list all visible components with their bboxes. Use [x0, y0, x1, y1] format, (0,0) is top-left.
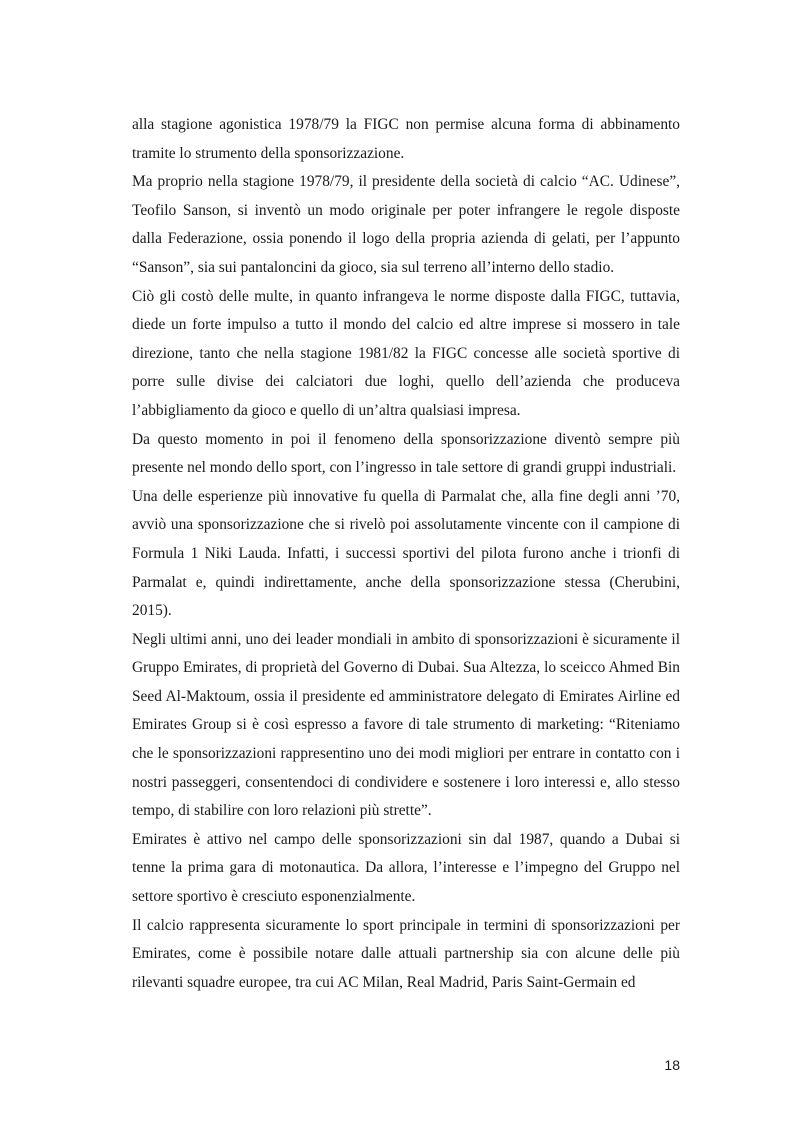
paragraph-emirates-history: Emirates è attivo nel campo delle sponsorizzazioni sin dal 1987, quando a Dubai si tenne la prima gara di motonautica. Da allora, l’interesse e l’impegno del Gruppo nel settore sportivo è cresciuto esponenzialmente.	[132, 830, 680, 906]
paragraph-figc-fines: Ciò gli costò delle multe, in quanto infrangeva le norme disposte dalla FIGC, tuttavia, diede un forte impulso a tutto il mondo del calcio ed altre imprese si mossero in tale direzione, tanto che nella stagione 1981/82 la FIGC concesse alle società sportive di porre sulle divise dei calciatori due loghi, quello dell’azienda che produceva l’abbigliamento da gioco e quello di un’altra qualsiasi impresa.	[132, 287, 680, 419]
page-number: 18	[664, 1057, 680, 1073]
paragraph-industrial-groups: Da questo momento in poi il fenomeno della sponsorizzazione diventò sempre più presente nel mondo dello sport, con l’ingresso in tale settore di grandi gruppi industriali.	[132, 430, 680, 477]
paragraph-emirates-leader: Negli ultimi anni, uno dei leader mondiali in ambito di sponsorizzazioni è sicuramente il Gruppo Emirates, di proprietà del Governo di Dubai. Sua Altezza, lo sceicco Ahmed Bin Seed Al-Maktoum, ossia il presidente ed amministratore delegato di Emirates Airline ed Emirates Group si è così espresso a favore di tale strumento di marketing: “Riteniamo che le sponsorizzazioni rappresentino uno dei modi migliori per entrare in contatto con i nostri passeggeri, consentendoci di condividere e sostenere i loro interessi e, allo stesso tempo, di stabilire con loro relazioni più strette”.	[132, 630, 680, 820]
paragraph-udinese-sanson: Ma proprio nella stagione 1978/79, il presidente della società di calcio “AC. Udinese”, Teofilo Sanson, si inventò un modo originale per poter infrangere le regole disposte dalla Federazione, ossia ponendo il logo della propria azienda di gelati, per l’appunto “Sanson”, sia sui pantaloncini da gioco, sia sul terreno all’interno dello stadio.	[132, 173, 680, 276]
paragraph-parmalat-lauda: Una delle esperienze più innovative fu quella di Parmalat che, alla fine degli anni ’70, avviò una sponsorizzazione che si rivelò poi assolutamente vincente con il campione di Formula 1 Niki Lauda. Infatti, i successi sportivi del pilota furono anche i trionfi di Parmalat e, quindi indirettamente, anche della sponsorizzazione stessa (Cherubini, 2015).	[132, 487, 680, 620]
body-text	[132, 111, 680, 997]
paragraph-football-sponsorship: Il calcio rappresenta sicuramente lo sport principale in termini di sponsorizzazioni per Emirates, come è possibile notare dalle attuali partnership sia con alcune delle più rilevanti squadre europee, tra cui AC Milan, Real Madrid, Paris Saint-Germain ed	[132, 916, 680, 991]
paragraph-sponsorship-ban: alla stagione agonistica 1978/79 la FIGC non permise alcuna forma di abbinamento tramite lo strumento della sponsorizzazione.	[132, 116, 680, 162]
